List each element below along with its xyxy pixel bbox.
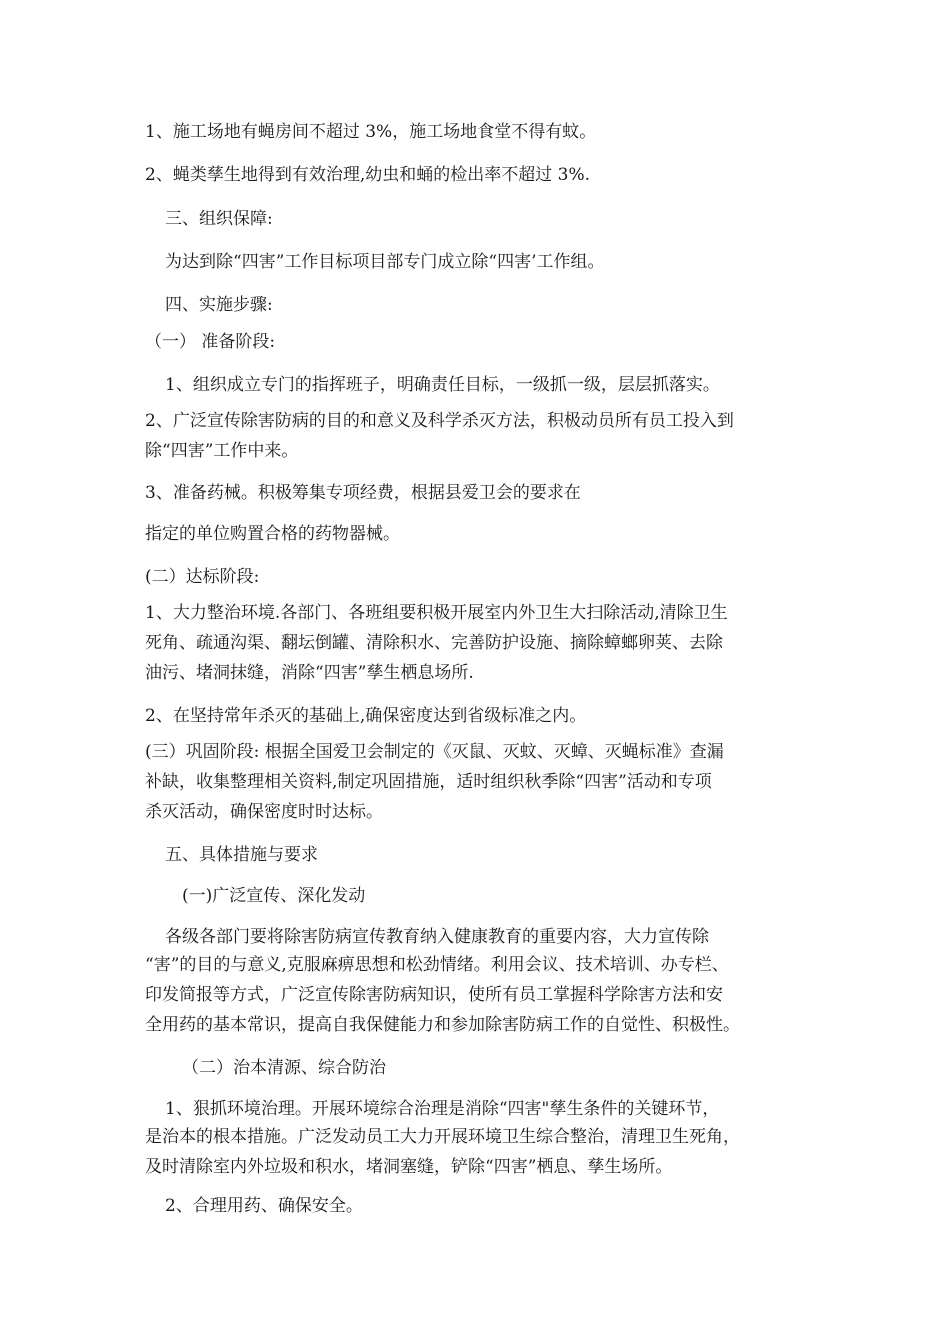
text-line: 各级各部门要将除害防病宣传教育纳入健康教育的重要内容，大力宣传除 (165, 927, 709, 947)
heading-preparation-stage (145, 327, 810, 357)
section-heading: 五、具体措施与要求 (165, 845, 318, 865)
paragraph-publicity (145, 406, 810, 466)
text-line: 1、狠抓环境治理。开展环境综合治理是消除“四害"孳生条件的关键环节， (165, 1099, 720, 1119)
text-line: 2、在坚持常年杀灭的基础上,确保密度达到省级标准之内。 (145, 706, 587, 726)
paragraph-safe-medication (165, 1191, 830, 1221)
subsection-heading: （一） 准备阶段: (145, 332, 276, 352)
text-line: 死角、疏通沟渠、翻坛倒罐、清除积水、完善防护设施、摘除蟑螂卵荚、去除 (145, 633, 723, 653)
subsection-heading: (二）达标阶段: (145, 567, 260, 587)
heading-publicity-mobilization (182, 881, 847, 911)
paragraph-density-standard (145, 701, 810, 731)
paragraph-environment (145, 598, 810, 688)
paragraph-purchase (145, 519, 810, 549)
text-line: 2、广泛宣传除害防病的目的和意义及科学杀灭方法，积极动员所有员工投入到 (145, 411, 734, 431)
paragraph-health-education-first (165, 922, 830, 952)
text-line: 印发简报等方式，广泛宣传除害防病知识，使所有员工掌握科学除害方法和安 (145, 985, 723, 1005)
text-line: 2、蝇类孳生地得到有效治理,幼虫和蛹的检出率不超过 3%. (145, 165, 590, 185)
paragraph-consolidation (145, 737, 810, 827)
paragraph-working-group (165, 247, 830, 277)
section-heading: 三、组织保障: (165, 209, 273, 229)
heading-root-cause (182, 1053, 847, 1083)
subsection-heading: (一)广泛宣传、深化发动 (182, 886, 366, 906)
heading-organization (165, 204, 830, 234)
text-line: 1、大力整治环境.各部门、各班组要积极开展室内外卫生大扫除活动,清除卫生 (145, 603, 728, 623)
text-line: 1、施工场地有蝇房间不超过 3%，施工场地食堂不得有蚊。 (145, 122, 597, 142)
text-line: 全用药的基本常识，提高自我保健能力和参加除害防病工作的自觉性、积极性。 (145, 1015, 740, 1035)
text-line: 1、组织成立专门的指挥班子，明确责任目标，一级抓一级，层层抓落实。 (165, 375, 720, 395)
heading-measures (165, 840, 830, 870)
subsection-heading: （二）治本清源、综合防治 (182, 1058, 386, 1078)
text-line: 补缺，收集整理相关资料,制定巩固措施，适时组织秋季除“四害”活动和专项 (145, 772, 712, 792)
paragraph-fly-rooms (145, 117, 810, 147)
text-line: 为达到除“四害”工作目标项目部专门成立除“四害’工作组。 (165, 252, 605, 272)
text-line: 2、合理用药、确保安全。 (165, 1196, 363, 1216)
text-line: 杀灭活动，确保密度时时达标。 (145, 802, 383, 822)
text-line: “害”的目的与意义,克服麻痹思想和松劲情绪。利用会议、技术培训、办专栏、 (145, 955, 729, 975)
paragraph-fly-breeding (145, 160, 810, 190)
text-line: 除“四害”工作中来。 (145, 441, 299, 461)
text-line: (三）巩固阶段: 根据全国爱卫会制定的《灭鼠、灭蚊、灭蟑、灭蝇标准》查漏 (145, 742, 724, 762)
heading-compliance-stage (145, 562, 810, 592)
heading-implementation (165, 290, 830, 320)
paragraph-environment-governance-first (165, 1094, 830, 1124)
paragraph-environment-governance (145, 1122, 810, 1182)
text-line: 指定的单位购置合格的药物器械。 (145, 524, 400, 544)
text-line: 油污、堵洞抹缝，消除“四害”孳生栖息场所. (145, 663, 474, 683)
paragraph-health-education (145, 950, 810, 1040)
text-line: 3、准备药械。积极筹集专项经费，根据县爱卫会的要求在 (145, 483, 581, 503)
text-line: 及时清除室内外垃圾和积水，堵洞塞缝，铲除“四害”栖息、孳生场所。 (145, 1157, 673, 1177)
text-line: 是治本的根本措施。广泛发动员工大力开展环境卫生综合整治，清理卫生死角， (145, 1127, 740, 1147)
section-heading: 四、实施步骤: (165, 295, 273, 315)
paragraph-prepare-equipment (145, 478, 810, 508)
paragraph-command-team (165, 370, 830, 400)
